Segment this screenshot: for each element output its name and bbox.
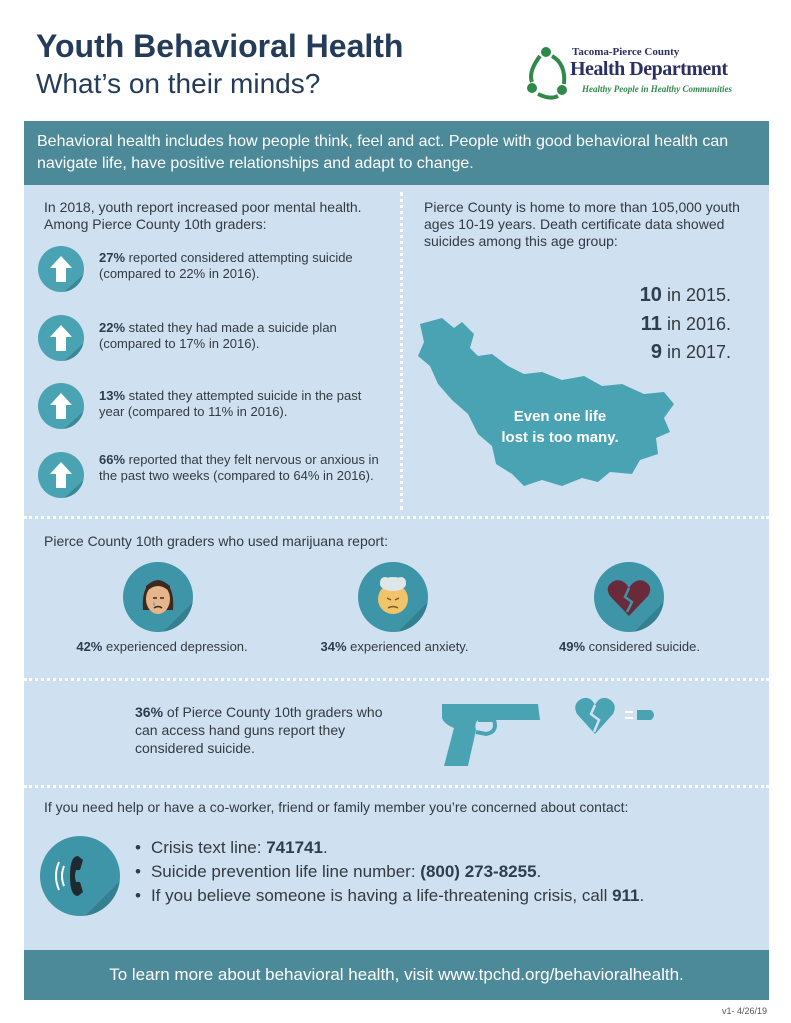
increase-arrow-icon — [38, 452, 84, 498]
logo-line-department: Health Department — [570, 58, 728, 80]
stat-considered-suicide: 27% reported considered attempting suicide (compared to 22% in 2016). — [99, 250, 353, 281]
marijuana-lead: Pierce County 10th graders who used marijuana report: — [44, 533, 388, 549]
page-subtitle: What’s on their minds? — [36, 68, 321, 99]
suicide-prevention-line: • Suicide prevention life line number: (800) 273-8255. — [135, 860, 644, 884]
mental-health-lead: In 2018, youth report increased poor mental health. Among Pierce County 10th graders: — [44, 199, 362, 232]
marijuana-suicide-stat: 49% considered suicide. — [559, 639, 700, 654]
map-message: Even one life lost is too many. — [501, 408, 619, 446]
intro-banner: Behavioral health includes how people think, feel and act. People with good behavioral health can navigate life, have positive relationships and adapt to change. — [24, 121, 769, 185]
column-divider — [400, 192, 403, 510]
stat-suicide-plan: 22% stated they had made a suicide plan (compared to 17% in 2016). — [99, 320, 337, 351]
page-title: Youth Behavioral Health — [36, 28, 404, 64]
handgun-stat: 36% of Pierce County 10th graders who can access hand guns report they considered suicide. — [135, 704, 383, 756]
handgun-icon — [438, 698, 542, 770]
logo-tagline: Healthy People in Healthy Communities — [582, 84, 732, 94]
health-department-logo — [526, 44, 756, 102]
help-lead: If you need help or have a co-worker, friend or family member you’re concerned about contact: — [44, 799, 629, 815]
heart-bullet-icon — [573, 692, 663, 736]
depression-face-icon — [123, 562, 193, 632]
marijuana-depression-stat: 42% experienced depression. — [76, 639, 248, 654]
logo-line-county: Tacoma-Pierce County — [572, 46, 680, 58]
footer-banner: To learn more about behavioral health, visit www.tpchd.org/behavioralhealth. — [24, 950, 769, 1000]
increase-arrow-icon — [38, 315, 84, 361]
section-divider — [24, 678, 769, 681]
deaths-2016: 11 in 2016. — [640, 313, 731, 335]
increase-arrow-icon — [38, 383, 84, 429]
logo-mark-icon — [526, 44, 570, 102]
help-contact-list — [135, 836, 644, 908]
stat-nervous-anxious: 66% reported that they felt nervous or anxious in the past two weeks (compared to 64% in 2016). — [99, 452, 379, 483]
crisis-text-line: • Crisis text line: 741741. — [135, 836, 644, 860]
deaths-2015: 10 in 2015. — [639, 284, 731, 306]
phone-icon — [40, 836, 120, 916]
emergency-911: • If you believe someone is having a life-threatening crisis, call 911. — [135, 884, 644, 908]
stat-attempted-suicide: 13% stated they attempted suicide in the past year (compared to 11% in 2016). — [99, 388, 362, 419]
anxiety-face-icon — [358, 562, 428, 632]
broken-heart-icon — [594, 562, 664, 632]
increase-arrow-icon — [38, 246, 84, 292]
pierce-county-map-icon — [412, 314, 682, 494]
marijuana-anxiety-stat: 34% experienced anxiety. — [320, 639, 469, 654]
section-divider — [24, 785, 769, 788]
section-divider — [24, 516, 769, 519]
county-lead: Pierce County is home to more than 105,000 youth ages 10-19 years. Death certificate data showed suicides among this age group: — [424, 199, 740, 249]
version-label: v1- 4/26/19 — [721, 1006, 767, 1016]
deaths-2017: 9 in 2017. — [650, 341, 731, 363]
